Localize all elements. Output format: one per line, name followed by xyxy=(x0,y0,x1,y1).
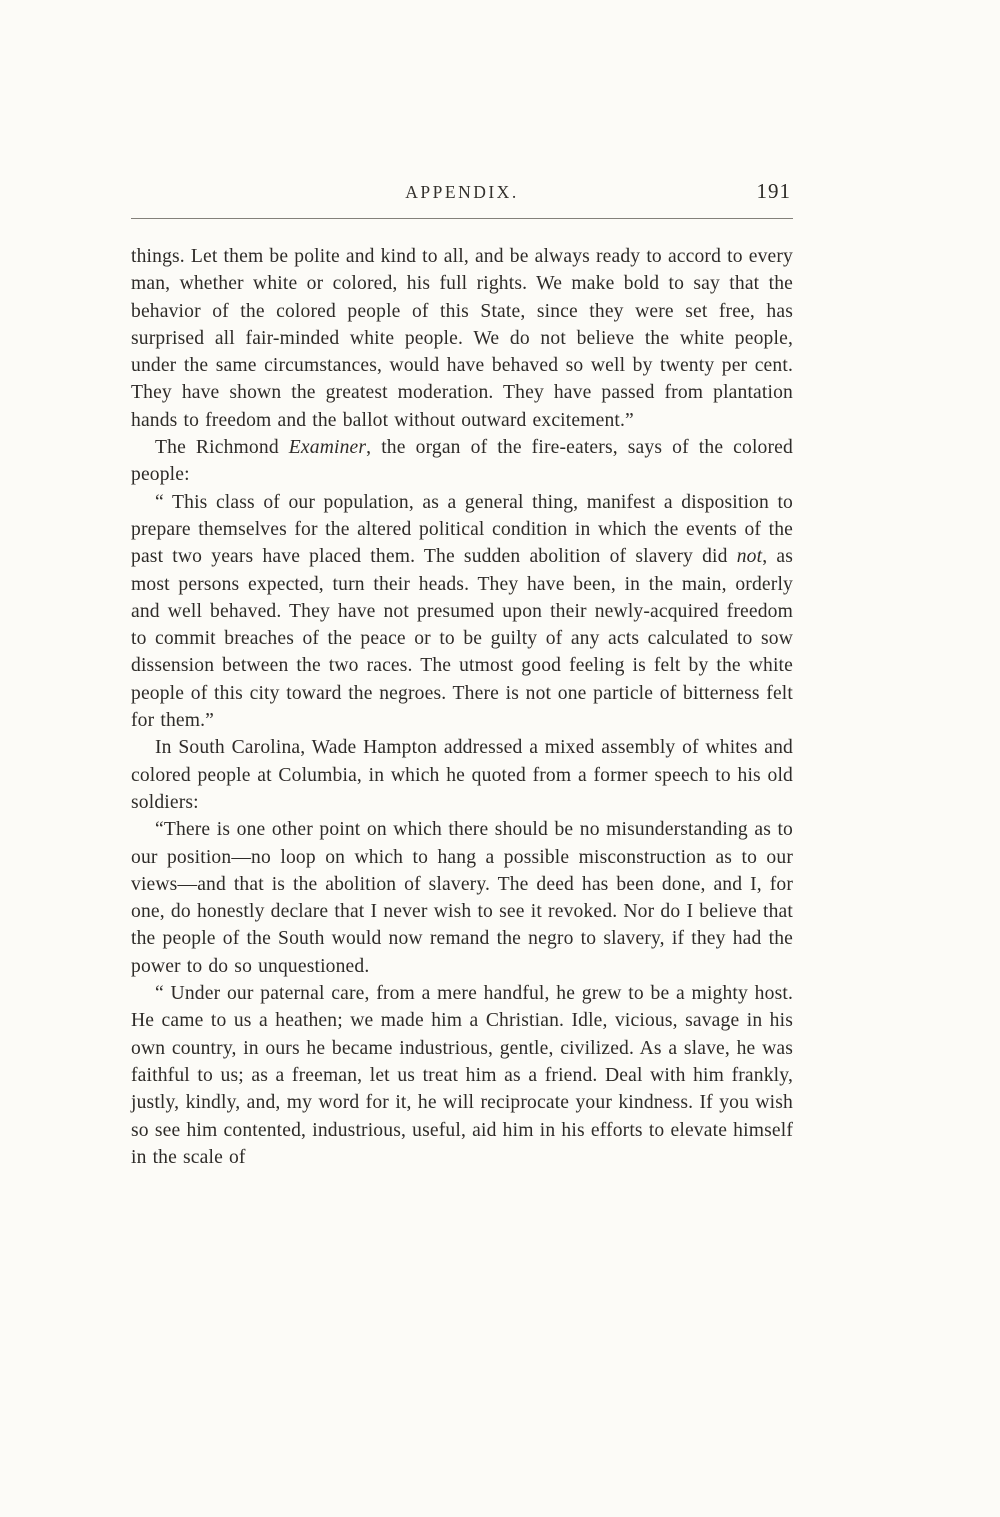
paragraph xyxy=(131,489,793,735)
paragraph xyxy=(131,816,793,980)
body-text xyxy=(131,243,793,1171)
paragraph xyxy=(131,434,793,489)
text-run: “ Under our paternal care, from a mere handful, he grew to be a mighty host. He came to us a heathen; we made him a Christian. Idle, vicious, savage in his own country, in ours he became industrious, gentle, civilized. As a slave, he was faithful to us; as a freeman, let us treat him as a friend. Deal with him frankly, justly, kindly, and, my word for it, he will reciprocate your kindness. If you wish so see him contented, industrious, useful, aid him in his efforts to elevate himself in the scale of xyxy=(131,983,793,1168)
page-header xyxy=(131,179,793,210)
page-content xyxy=(131,0,793,1171)
header-rule xyxy=(131,218,793,219)
text-run: things. Let them be polite and kind to all, and be always ready to accord to every man, whether white or colored, his full rights. We make bold to say that the behavior of the colored people of this State, since they were set free, has surprised all fair-minded white people. We do not believe the white people, under the same circumstances, would have behaved so well by twenty per cent. They have shown the greatest moderation. They have passed from plantation hands to freedom and the ballot without outward excitement.” xyxy=(131,246,793,431)
italic-text-run: Examiner xyxy=(288,437,367,459)
text-run: In South Carolina, Wade Hampton addressed a mixed assembly of whites and colored people at Columbia, in which he quoted from a former speech to his old soldiers: xyxy=(131,737,793,813)
italic-text-run: not xyxy=(736,546,763,568)
text-run: “ This class of our population, as a general thing, manifest a disposition to prepare themselves for the altered political condition in which the events of the past two years have placed them. The sudden abolition of slavery did xyxy=(131,491,793,568)
text-run: The Richmond xyxy=(155,437,289,459)
text-run: “There is one other point on which there should be no misunderstanding as to our position—no loop on which to hang a possible misconstruction as to our views—and that is the abolition of slavery. The deed has been done, and I, for one, do honestly declare that I never wish to see it revoked. Nor do I believe that the people of the South would now remand the negro to slavery, if they had the power to do so unquestioned. xyxy=(131,819,793,977)
page-number: 191 xyxy=(756,179,791,203)
running-head: APPENDIX. xyxy=(405,182,519,202)
text-run: , as most persons expected, turn their heads. They have been, in the main, orderly and well behaved. They have not presumed upon their newly-acquired freedom to commit breaches of the peace or to be guilty of any acts calculated to sow dissension between the two races. The utmost good feeling is felt by the white people of this city toward the negroes. There is not one particle of bitterness felt for them.” xyxy=(131,546,793,732)
paragraph xyxy=(131,734,793,816)
paragraph xyxy=(131,243,793,434)
paragraph xyxy=(131,980,793,1171)
text-run: , the organ of the fire-eaters, says of the colored people: xyxy=(131,437,793,486)
